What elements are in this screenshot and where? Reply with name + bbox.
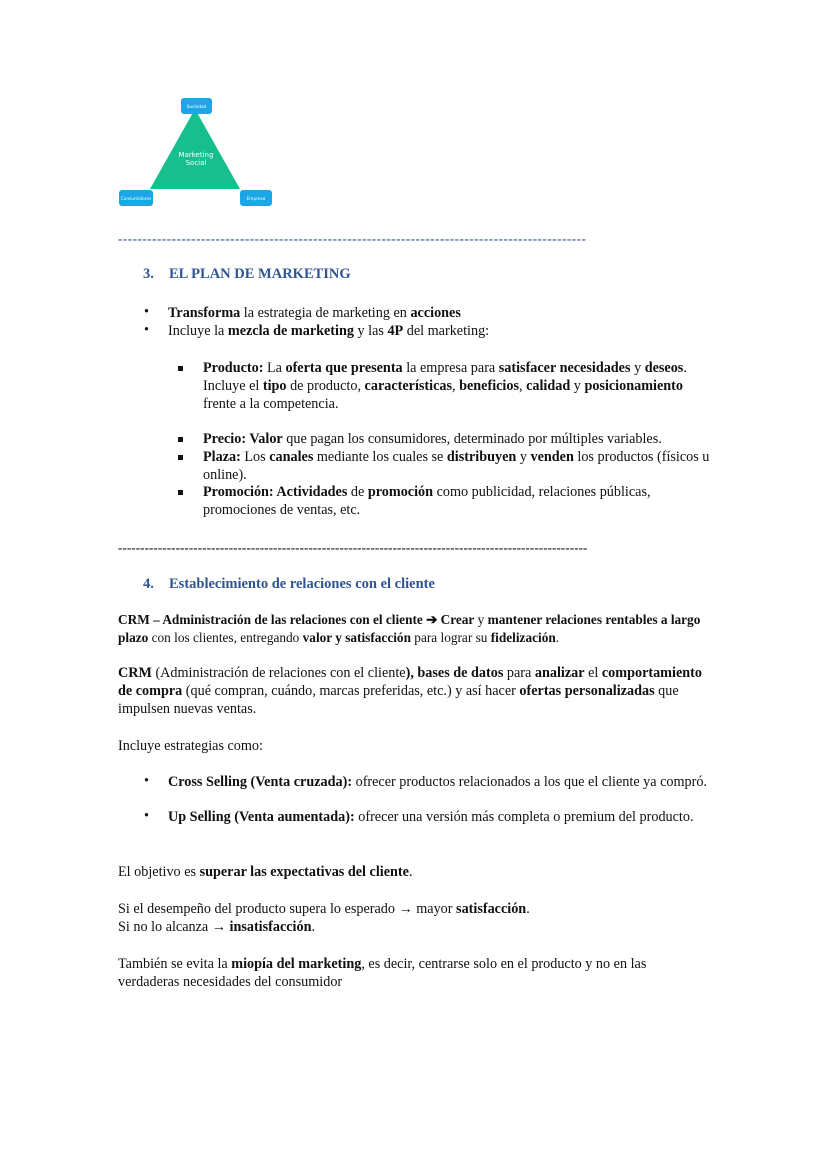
section-number: 4. (143, 576, 154, 592)
sub-item-promocion: Promoción: Actividades de promoción como publicidad, relaciones públicas, promociones de ventas, etc. (203, 484, 651, 518)
incluye-estrategias-text: Incluye estrategias como: (118, 738, 263, 754)
marketing-triangle (150, 109, 240, 189)
miopia-text: También se evita la miopía del marketing, es decir, centrarse solo en el producto y no en las verdaderas necesidades del consumidor (118, 956, 647, 990)
empresa-label: Empresa (246, 197, 266, 202)
bullet-dot: • (144, 304, 149, 320)
triangle-diagram-svg (110, 92, 280, 212)
bullet-dot: • (144, 808, 149, 824)
crm-database-paragraph: CRM (Administración de relaciones con el cliente), bases de datos para analizar el comportamiento de compra (qué compran, cuándo, marcas preferidas, etc.) y así hacer ofertas personalizadas que impulsen nuevas ventas. (118, 665, 702, 717)
list-item-transforma: Transforma la estrategia de marketing en acciones (168, 305, 461, 321)
list-item-cross-selling: Cross Selling (Venta cruzada): ofrecer productos relacionados a los que el cliente ya compró. (168, 774, 707, 790)
section-title: EL PLAN DE MARKETING (169, 266, 351, 282)
marketing-social-line1: Marketing (178, 151, 214, 159)
square-bullet (178, 437, 183, 442)
sub-item-plaza: Plaza: Los canales mediante los cuales se distribuyen y venden los productos (físicos u online). (203, 449, 710, 483)
square-bullet (178, 490, 183, 495)
section-4-heading (143, 576, 435, 593)
square-bullet (178, 366, 183, 371)
bullet-dot: • (144, 322, 149, 338)
section-number: 3. (143, 266, 154, 282)
desempeno-text: Si el desempeño del producto supera lo esperado → mayor satisfacción. Si no lo alcanza → insatisfacción. (118, 901, 530, 935)
marketing-social-line2: Social (185, 159, 207, 167)
marketing-social-diagram (110, 92, 280, 212)
list-item-up-selling: Up Selling (Venta aumentada): ofrecer una versión más completa o premium del producto. (168, 809, 694, 825)
sub-item-producto: Producto: La oferta que presenta la empresa para satisfacer necesidades y deseos. Incluye el tipo de producto, características, beneficios, calidad y posicionamiento frente a la competencia. (203, 360, 687, 412)
sociedad-label: Sociedad (186, 105, 207, 110)
square-bullet (178, 455, 183, 460)
section-divider: ---------------------------------------------------------------------------------------------------------- (118, 540, 588, 555)
sub-item-precio: Precio: Valor que pagan los consumidores, determinado por múltiples variables. (203, 431, 662, 447)
objetivo-text: El objetivo es superar las expectativas del cliente. (118, 864, 413, 880)
crm-definition-paragraph: CRM – Administración de las relaciones con el cliente ➔ Crear y mantener relaciones rentables a largo plazo con los clientes, entregando valor y satisfacción para lograr su fidelización. (118, 612, 701, 645)
section-title: Establecimiento de relaciones con el cliente (169, 576, 435, 592)
bullet-dot: • (144, 773, 149, 789)
section-3-heading (143, 266, 351, 283)
list-item-incluye: Incluye la mezcla de marketing y las 4P del marketing: (168, 323, 490, 339)
consumidores-label: Consumidores (120, 197, 152, 202)
section-divider: ------------------------------------------------------------------------------------------------ (118, 231, 587, 246)
